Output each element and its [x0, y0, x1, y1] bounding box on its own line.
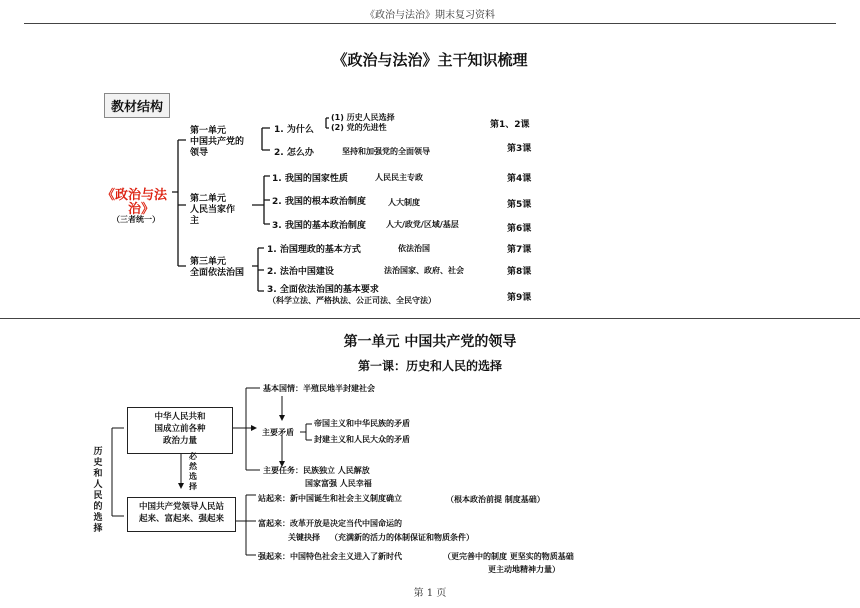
unit1-title: 第一单元 中国共产党的领导 [343, 334, 517, 350]
root-title-line1: 《政治与法 [102, 188, 168, 203]
inevitable-choice-label: 必然选择 [189, 452, 197, 491]
unit2-name: 第二单元 人民当家作 主 [190, 194, 236, 226]
unit2-item2-detail: 人大制度 [388, 198, 420, 207]
unit2-item1-detail: 人民民主专政 [375, 173, 423, 182]
stand-up-note: （根本政治前提 制度基础） [446, 495, 545, 504]
unit3-item1-lesson: 第7课 [507, 245, 532, 255]
unit1-item1-lesson: 第1、2课 [490, 120, 530, 130]
root-title-line2: 治》 [128, 202, 155, 217]
page-number: 第 1 页 [413, 588, 447, 599]
unit3-item1-label: 1. 治国理政的基本方式 [267, 245, 361, 255]
main-tasks: 主要任务：民族独立 人民解放 [263, 466, 370, 475]
lesson1-title: 第一课：历史和人民的选择 [357, 359, 502, 373]
side-label: 历史和人民的选择 [93, 447, 103, 534]
unit1-name: 第一单元 中国共产党的 领导 [190, 126, 245, 158]
root-subtitle: （三者统一） [112, 215, 160, 224]
unit2-item1-label: 1. 我国的国家性质 [272, 174, 348, 184]
main-tasks-line2: 国家富强 人民幸福 [305, 479, 372, 488]
unit3-item2-detail: 法治国家、政府、社会 [384, 266, 464, 275]
basic-condition: 基本国情：半殖民地半封建社会 [263, 384, 375, 393]
get-strong: 强起来：中国特色社会主义进入了新时代 [258, 552, 402, 561]
unit1-item1-detail: (1) 历史人民选择 (2) 党的先进性 [331, 113, 395, 132]
unit2-item1-lesson: 第4课 [507, 174, 532, 184]
unit3-item2-label: 2. 法治中国建设 [267, 267, 334, 277]
unit2-item3-label: 3. 我国的基本政治制度 [272, 221, 366, 231]
get-strong-note2: 更主动地精神力量） [488, 565, 560, 574]
unit2-item2-lesson: 第5课 [507, 200, 532, 210]
unit3-item3-lesson: 第9课 [507, 293, 532, 303]
unit1-item1-label: 1. 为什么 [274, 125, 314, 135]
page-title: 《政治与法治》主干知识梳理 [332, 51, 528, 69]
contradiction-label: 主要矛盾 [262, 428, 294, 437]
cpc-leadership-box: 中国共产党领导人民站 起来、富起来、强起来 [127, 497, 236, 532]
unit3-item2-lesson: 第8课 [507, 267, 532, 277]
unit1-item2-label: 2. 怎么办 [274, 148, 314, 158]
get-rich-note: （充满新的活力的体制保证和物质条件） [330, 533, 474, 542]
stand-up: 站起来：新中国诞生和社会主义制度确立 [258, 494, 402, 503]
get-rich: 富起来：改革开放是决定当代中国命运的 [258, 519, 402, 528]
unit2-item3-detail: 人大/政党/区域/基层 [386, 220, 459, 229]
contradiction-1: 帝国主义和中华民族的矛盾 [314, 419, 410, 428]
unit3-name: 第三单元 全面依法治国 [190, 257, 245, 278]
unit1-item2-detail: 坚持和加强党的全面领导 [342, 147, 430, 156]
contradiction-2: 封建主义和人民大众的矛盾 [314, 435, 410, 444]
unit2-item3-lesson: 第6课 [507, 224, 532, 234]
unit3-item1-detail: 依法治国 [398, 244, 430, 253]
pre-1949-forces-box: 中华人民共和 国成立前各种 政治力量 [127, 407, 233, 454]
get-strong-note: （更完善中的制度 更坚实的物质基础 [443, 552, 574, 561]
running-header: 《政治与法治》期末复习资料 [365, 10, 495, 21]
unit2-item2-label: 2. 我国的根本政治制度 [272, 197, 366, 207]
get-rich-line2: 关键抉择 [288, 533, 320, 542]
unit1-item2-lesson: 第3课 [507, 144, 532, 154]
unit3-item3-detail: （科学立法、严格执法、公正司法、全民守法） [268, 296, 436, 305]
section-label: 教材结构 [104, 93, 170, 118]
unit3-item3-label: 3. 全面依法治国的基本要求 [267, 285, 379, 295]
